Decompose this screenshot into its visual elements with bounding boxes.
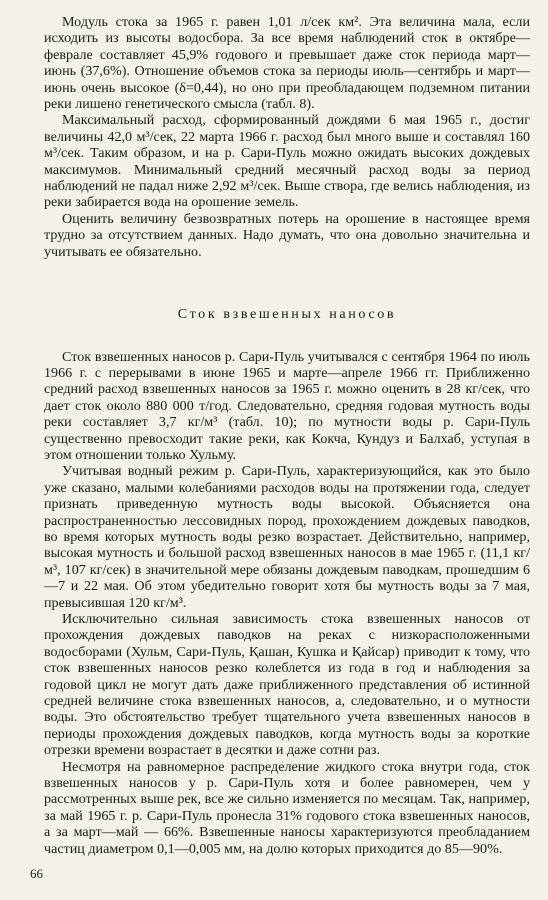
section-spacer-2 <box>44 323 530 349</box>
page-body <box>44 14 530 857</box>
paragraph-flood-dependence: Исключительно сильная зависимость стока взвешенных наносов от прохождения дождевых паводков на реках с низкорасположенными водосборами (Хульм, Сари-Пуль, Қашан, Кушка и Қайсар) приводит к тому, что сток взвешенных наносов резко колеблется из года в год и наблюдения за годовой цикл не могут дать даже приближенного представления об истинной средней величине стока взвешенных наносов, а, следовательно, и о мутности воды. Это обстоятельство требует тщательного учета взвешенных наносов в периоды прохождения дождевых паводков, когда мутность воды за короткие отрезки времени возрастает в десятки и даже сотни раз. <box>44 611 530 759</box>
paragraph-irrigation-losses: Оценить величину безвозвратных потерь на орошение в настоящее время трудно за отсутствием данных. Надо думать, что она довольно значительна и учитывать ее обязательно. <box>44 210 530 260</box>
paragraph-turbidity-explanation: Учитывая водный режим р. Сари-Пуль, характеризующийся, как это было уже сказано, малыми колебаниями расходов воды на протяжении года, следует признать приведенную мутность воды высокой. Объясняется она распространенностью лессовидных пород, прохождением дождевых паводков, во время которых мутность воды резко возрастает. Действительно, например, высокая мутность и большой расход взвешенных наносов в мае 1965 г. (11,1 кг/м³, 107 кг/сек) в значительной мере обязаны дождевым паводкам, прошедшим 6—7 и 22 мая. Об этом убедительно говорит хотя бы мутность воды за 7 мая, превысившая 120 кг/м³. <box>44 463 530 611</box>
paragraph-maximum-discharge: Максимальный расход, сформированный дождями 6 мая 1965 г., достиг величины 42,0 м³/сек, 22 марта 1966 г. расход был много выше и составлял 160 м³/сек. Таким образом, и на р. Сари-Пуль можно ожидать высоких дождевых максимумов. Минимальный средний месячный расход воды за период наблюдений не падал ниже 2,92 м³/сек. Выше створа, где велись наблюдения, из реки забирается вода на орошение земель. <box>44 112 530 211</box>
paragraph-runoff-modulus: Модуль стока за 1965 г. равен 1,01 л/сек км². Эта величина мала, если исходить из высоты водосбора. За все время наблюдений сток в октябре—феврале составляет 45,9% годового и превышает даже сток периода март—июнь (37,6%). Отношение объемов стока за периоды июль—сентябрь и март—июнь очень высокое (δ=0,44), но оно при преобладающем подземном питании реки лишено генетического смысла (табл. 8). <box>44 14 530 113</box>
paragraph-seasonal-distribution: Несмотря на равномерное распределение жидкого стока внутри года, сток взвешенных наносов у р. Сари-Пуль хотя и более равномерен, чем у рассмотренных выше рек, все же сильно изменяется по месяцам. Так, например, за май 1965 г. р. Сари-Пуль пронесла 31% годового стока взвешенных наносов, а за март—май — 66%. Взвешенные наносы характеризуются преобладанием частиц диаметром 0,1—0,005 мм, на долю которых приходится до 85—90%. <box>44 758 530 857</box>
section-spacer <box>44 260 530 306</box>
page-number: 66 <box>30 866 43 881</box>
paragraph-sediment-overview: Сток взвешенных наносов р. Сари-Пуль учитывался с сентября 1964 по июль 1966 г. с перерывами в июне 1965 и марте—апреле 1966 гг. Приближенно средний расход взвешенных наносов за 1965 г. можно оценить в 28 кг/сек, что дает сток около 880 000 т/год. Следовательно, средняя годовая мутность воды реки составляет 3,7 кг/м³ (табл. 10); по мутности воды р. Сари-Пуль существенно превосходит такие реки, как Кокча, Кундуз и Балхаб, уступая в этом отношении только Хульму. <box>44 348 530 463</box>
section-title: Сток взвешенных наносов <box>177 306 397 323</box>
